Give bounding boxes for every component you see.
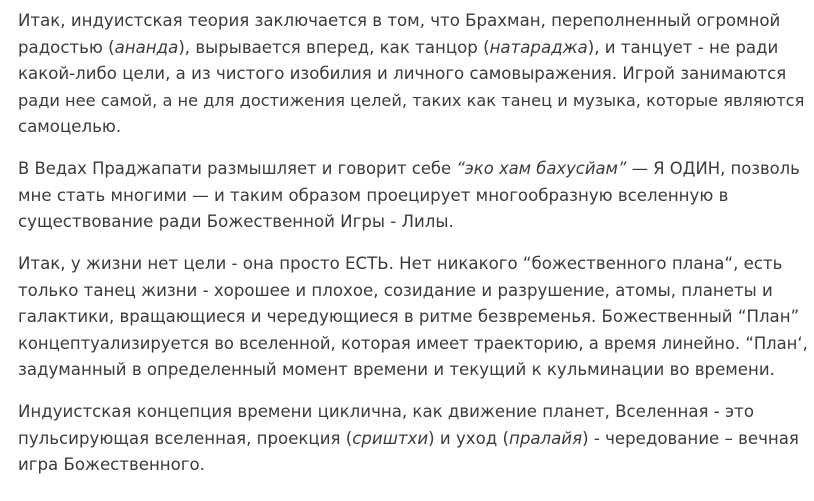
paragraph <box>18 156 808 236</box>
text-line <box>18 331 808 358</box>
text-segment: только танец жизни - хорошее и плохое, созидание и разрушение, атомы, планеты и <box>18 280 773 300</box>
italic-term: ананда <box>114 37 179 57</box>
text-segment: мне стать многими — и таким образом проецирует многообразную вселенную в <box>18 185 729 205</box>
italic-term: натараджа <box>489 37 588 57</box>
text-line <box>18 183 808 210</box>
text-segment: задуманный в определенный момент времени и текущий к кульминации во времени. <box>18 360 775 379</box>
text-segment: какой-либо цели, а из чистого изобилия и личного самовыражения. Игрой занимаются <box>18 64 787 83</box>
text-segment: ради нее самой, а не для достижения целей, таких как танец и музыка, которые являются <box>18 90 805 110</box>
text-line <box>18 35 808 62</box>
text-line <box>18 426 808 453</box>
text-segment: ) - чередование – вечная <box>582 428 799 448</box>
paragraph <box>18 251 808 384</box>
text-line <box>18 88 808 115</box>
text-line <box>18 251 808 278</box>
text-line <box>18 209 808 236</box>
text-segment: игра Божественного. <box>18 455 205 474</box>
text-segment: радостью ( <box>18 37 115 57</box>
text-segment: Итак, индуистская теория заключается в том, что Брахман, переполненный огромной <box>18 11 781 30</box>
text-line <box>18 278 808 305</box>
text-line <box>18 8 808 35</box>
text-line <box>18 399 808 426</box>
text-line <box>18 156 808 183</box>
text-segment: ) и уход ( <box>428 428 509 448</box>
italic-term: пралайя <box>508 428 583 448</box>
text-line <box>18 304 808 331</box>
italic-term: сриштхи <box>352 428 429 448</box>
text-segment: самоцелью. <box>18 117 122 136</box>
italic-term: “эко хам бахусйам” <box>456 159 627 178</box>
article-text <box>18 8 808 494</box>
text-segment: существование ради Божественной Игры - Лилы. <box>18 212 454 231</box>
text-segment: — Я ОДИН, позволь <box>626 159 800 178</box>
text-segment: галактики, вращающиеся и чередующиеся в ритме безвременья. Божественный “План” <box>18 307 800 326</box>
text-segment: Индуистская концепция времени циклична, как движение планет, Вселенная - это <box>18 402 754 421</box>
text-line <box>18 452 808 479</box>
text-segment: концептуализируется во вселенной, которая имеет траекторию, а время линейно. “План‘, <box>18 333 808 353</box>
text-segment: ), вырывается вперед, как танцор ( <box>178 37 490 57</box>
text-segment: В Ведах Праджапати размышляет и говорит себе <box>18 159 457 178</box>
text-segment: пульсирующая вселенная, проекция ( <box>18 428 353 448</box>
text-line <box>18 114 808 141</box>
text-segment: ), и танцует - не ради <box>587 37 779 57</box>
text-segment: Итак, у жизни нет цели - она просто ЕСТЬ. Нет никакого “божественного плана“, есть <box>18 254 783 273</box>
text-line <box>18 357 808 384</box>
paragraph <box>18 8 808 141</box>
text-line <box>18 61 808 88</box>
paragraph <box>18 399 808 479</box>
